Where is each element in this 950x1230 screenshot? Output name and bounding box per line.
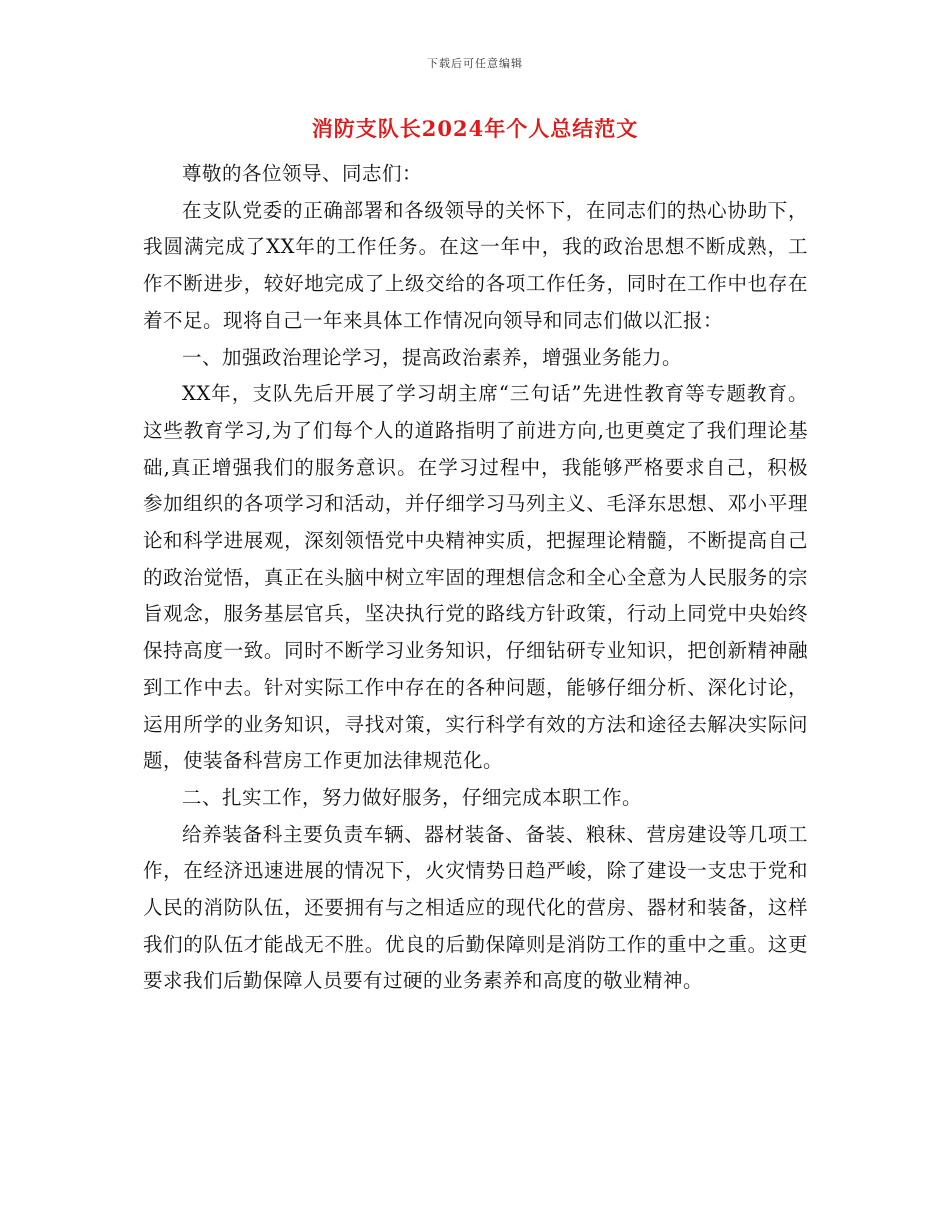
paragraph-salutation: 尊敬的各位领导、同志们：	[182, 162, 423, 185]
section-heading-1: 一、加强政治理论学习，提高政治素养，增强业务能力。	[182, 345, 683, 369]
paragraph-section-1: XX年，支队先后开展了学习胡主席“三句话”先进性教育等专题教育。这些教育学习,为了们每个人的道路指明了前进方向,也更奠定了我们理论基础,真正增强我们的服务意识。在学习过程中，我能够严格要求自己，积极参加组织的各项学习和活动，并仔细学习马列主义、毛泽东思想、邓小平理论和科学进展观，深刻领悟党中央精神实质，把握理论精髓，不断提高自己的政治觉悟，真正在头脑中树立牢固的理想信念和全心全意为人民服务的宗旨观念，服务基层官兵，坚决执行党的路线方针政策，行动上同党中央始终保持高度一致。同时不断学习业务知识，仔细钻研专业知识，把创新精神融到工作中去。针对实际工作中存在的各种问题，能够仔细分析、深化讨论，运用所学的业务知识，寻找对策，实行科学有效的方法和途径去解决实际问题，使装备科营房工作更加法律规范化。	[143, 382, 808, 773]
section-heading-2: 二、扎实工作，努力做好服务，仔细完成本职工作。	[182, 785, 643, 809]
document-body	[143, 156, 808, 1000]
paragraph-intro: 在支队党委的正确部署和各级领导的关怀下，在同志们的热心协助下，我圆满完成了XX年的工作任务。在这一年中，我的政治思想不断成熟，工作不断进步，较好地完成了上级交给的各项工作任务，同时在工作中也存在着不足。现将自己一年来具体工作情况向领导和同志们做以汇报：	[143, 198, 808, 332]
paragraph-section-2: 给养装备科主要负责车辆、器材装备、备装、粮秣、营房建设等几项工作，在经济迅速进展的情况下，火灾情势日趋严峻，除了建设一支忠于党和人民的消防队伍，还要拥有与之相适应的现代化的营房、器材和装备，这样我们的队伍才能战无不胜。优良的后勤保障则是消防工作的重中之重。这更要求我们后勤保障人员要有过硬的业务素养和高度的敬业精神。	[143, 822, 808, 993]
header-note: 下载后可任意编辑	[427, 57, 523, 70]
document-title: 消防支队长2024年个人总结范文	[311, 116, 639, 141]
